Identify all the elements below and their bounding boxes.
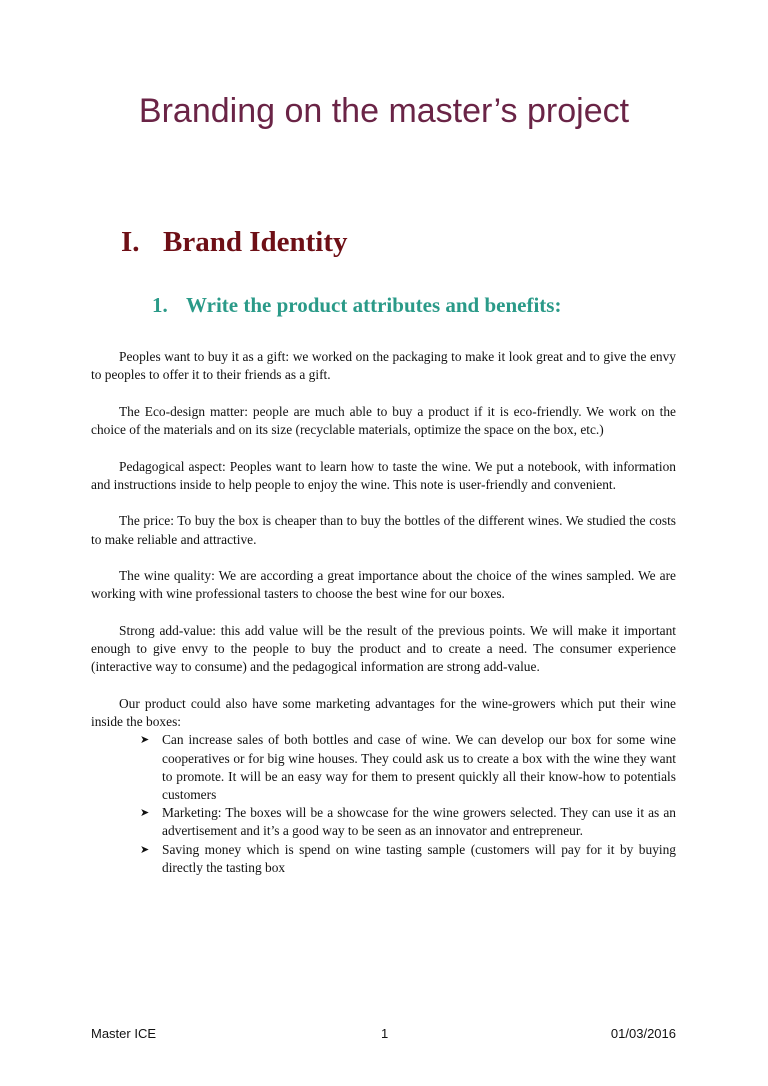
paragraph: Pedagogical aspect: Peoples want to learn how to taste the wine. We put a notebook, with information and instructions inside to help people to enjoy the wine. This note is user-friendly and convenient. [91, 458, 676, 492]
list-item-text: Can increase sales of both bottles and case of wine. We can develop our box for some wine cooperatives or for big wine houses. They could ask us to create a box with the wine they want to promote. It will be an easy way for them to present quickly all their know-how to potentials customers [162, 732, 676, 802]
document-title: Branding on the master’s project [138, 92, 630, 130]
list-item-text: Saving money which is spend on wine tasting sample (customers will pay for it by buying directly the tasting box [162, 841, 676, 875]
section-label: Brand Identity [163, 226, 348, 258]
section-heading [121, 226, 348, 259]
paragraph: Strong add-value: this add value will be the result of the previous points. We will make it important enough to give envy to the people to buy the product and to create a need. The consumer experience (interactive way to consume) and the pedagogical information are strong add-value. [91, 622, 676, 675]
paragraph: The wine quality: We are according a great importance about the choice of the wines sampled. We are working with wine professional tasters to choose the best wine for our boxes. [91, 568, 676, 602]
paragraph: Our product could also have some marketing advantages for the wine-growers which put their wine inside the boxes: [91, 695, 676, 730]
subsection-number: 1. [152, 293, 168, 317]
bullet-list [91, 731, 676, 877]
paragraph: The Eco-design matter: people are much able to buy a product if it is eco-friendly. We work on the choice of the materials and on its size (recyclable materials, optimize the space on the box, etc.) [91, 403, 676, 437]
subsection-heading [152, 293, 561, 318]
arrow-bullet-icon: ➤ [140, 807, 150, 820]
document-body [91, 348, 676, 877]
list-item [140, 731, 676, 804]
list-item [140, 804, 676, 840]
arrow-bullet-icon: ➤ [140, 734, 150, 747]
subsection-label: Write the product attributes and benefits: [186, 293, 562, 317]
list-item-text: Marketing: The boxes will be a showcase for the wine growers selected. They can use it as an advertisement and it’s a good way to be seen as an innovator and entrepreneur. [162, 805, 676, 839]
list-item [140, 841, 676, 877]
arrow-bullet-icon: ➤ [140, 843, 150, 856]
footer-date: 01/03/2016 [610, 1026, 676, 1041]
paragraph: The price: To buy the box is cheaper than to buy the bottles of the different wines. We studied the costs to make reliable and attractive. [91, 513, 676, 547]
footer-left: Master ICE [91, 1026, 157, 1041]
section-number: I. [121, 226, 140, 258]
paragraph: Peoples want to buy it as a gift: we worked on the packaging to make it look great and to give the envy to peoples to offer it to their friends as a gift. [91, 349, 676, 383]
page-number: 1 [381, 1026, 389, 1041]
